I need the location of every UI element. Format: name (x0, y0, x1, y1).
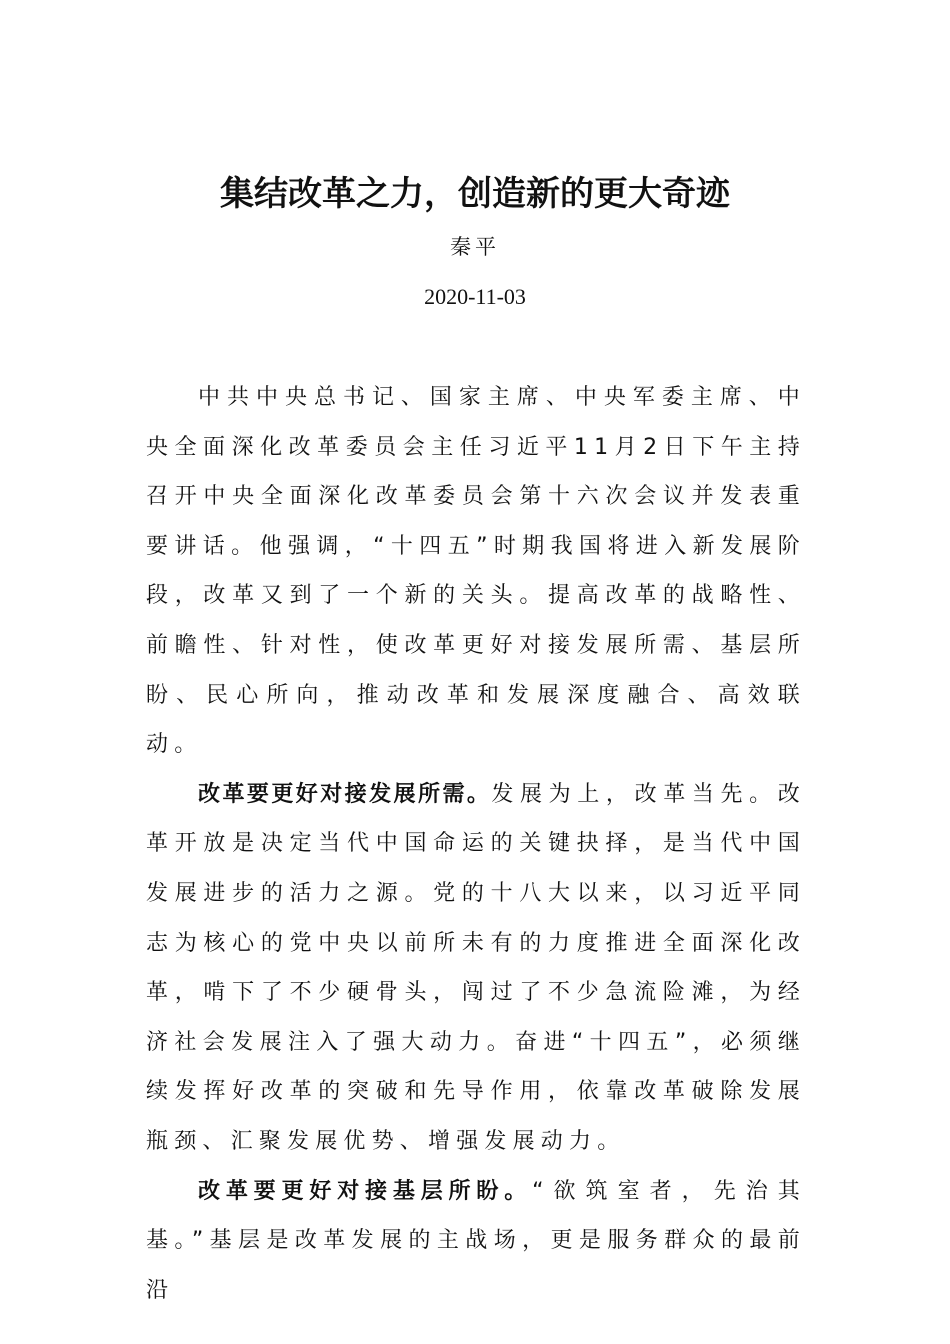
paragraph-2 (146, 770, 806, 1167)
paragraph-3 (146, 1167, 806, 1316)
paragraph-text: “欲筑室者，先治其基。”基层是改革发展的主战场，更是服务群众的最前沿 (146, 1178, 806, 1303)
document-date: 2020-11-03 (424, 284, 526, 309)
paragraph-lead: 改革要更好对接发展所需。 (198, 781, 492, 807)
paragraph-text: 中共中央总书记、国家主席、中央军委主席、中央全面深化改革委员会主任习近平11月2日下午主持召开中央全面深化改革委员会第十六次会议并发表重要讲话。他强调，“十四五”时期我国将进入新发展阶段，改革又到了一个新的关头。提高改革的战略性、前瞻性、针对性，使改革更好对接发展所需、基层所盼、民心所向，推动改革和发展深度融合、高效联动。 (146, 385, 806, 758)
document-body (146, 373, 806, 1315)
document-author: 秦平 (450, 235, 500, 259)
document-title: 集结改革之力，创造新的更大奇迹 (220, 174, 730, 214)
paragraph-1 (146, 373, 806, 770)
paragraph-lead: 改革要更好对接基层所盼。 (198, 1178, 533, 1204)
paragraph-text: 发展为上，改革当先。改革开放是决定当代中国命运的关键抉择，是当代中国发展进步的活力之源。党的十八大以来，以习近平同志为核心的党中央以前所未有的力度推进全面深化改革，啃下了不少硬骨头，闯过了不少急流险滩，为经济社会发展注入了强大动力。奋进“十四五”，必须继续发挥好改革的突破和先导作用，依靠改革破除发展瓶颈、汇聚发展优势、增强发展动力。 (146, 781, 806, 1154)
